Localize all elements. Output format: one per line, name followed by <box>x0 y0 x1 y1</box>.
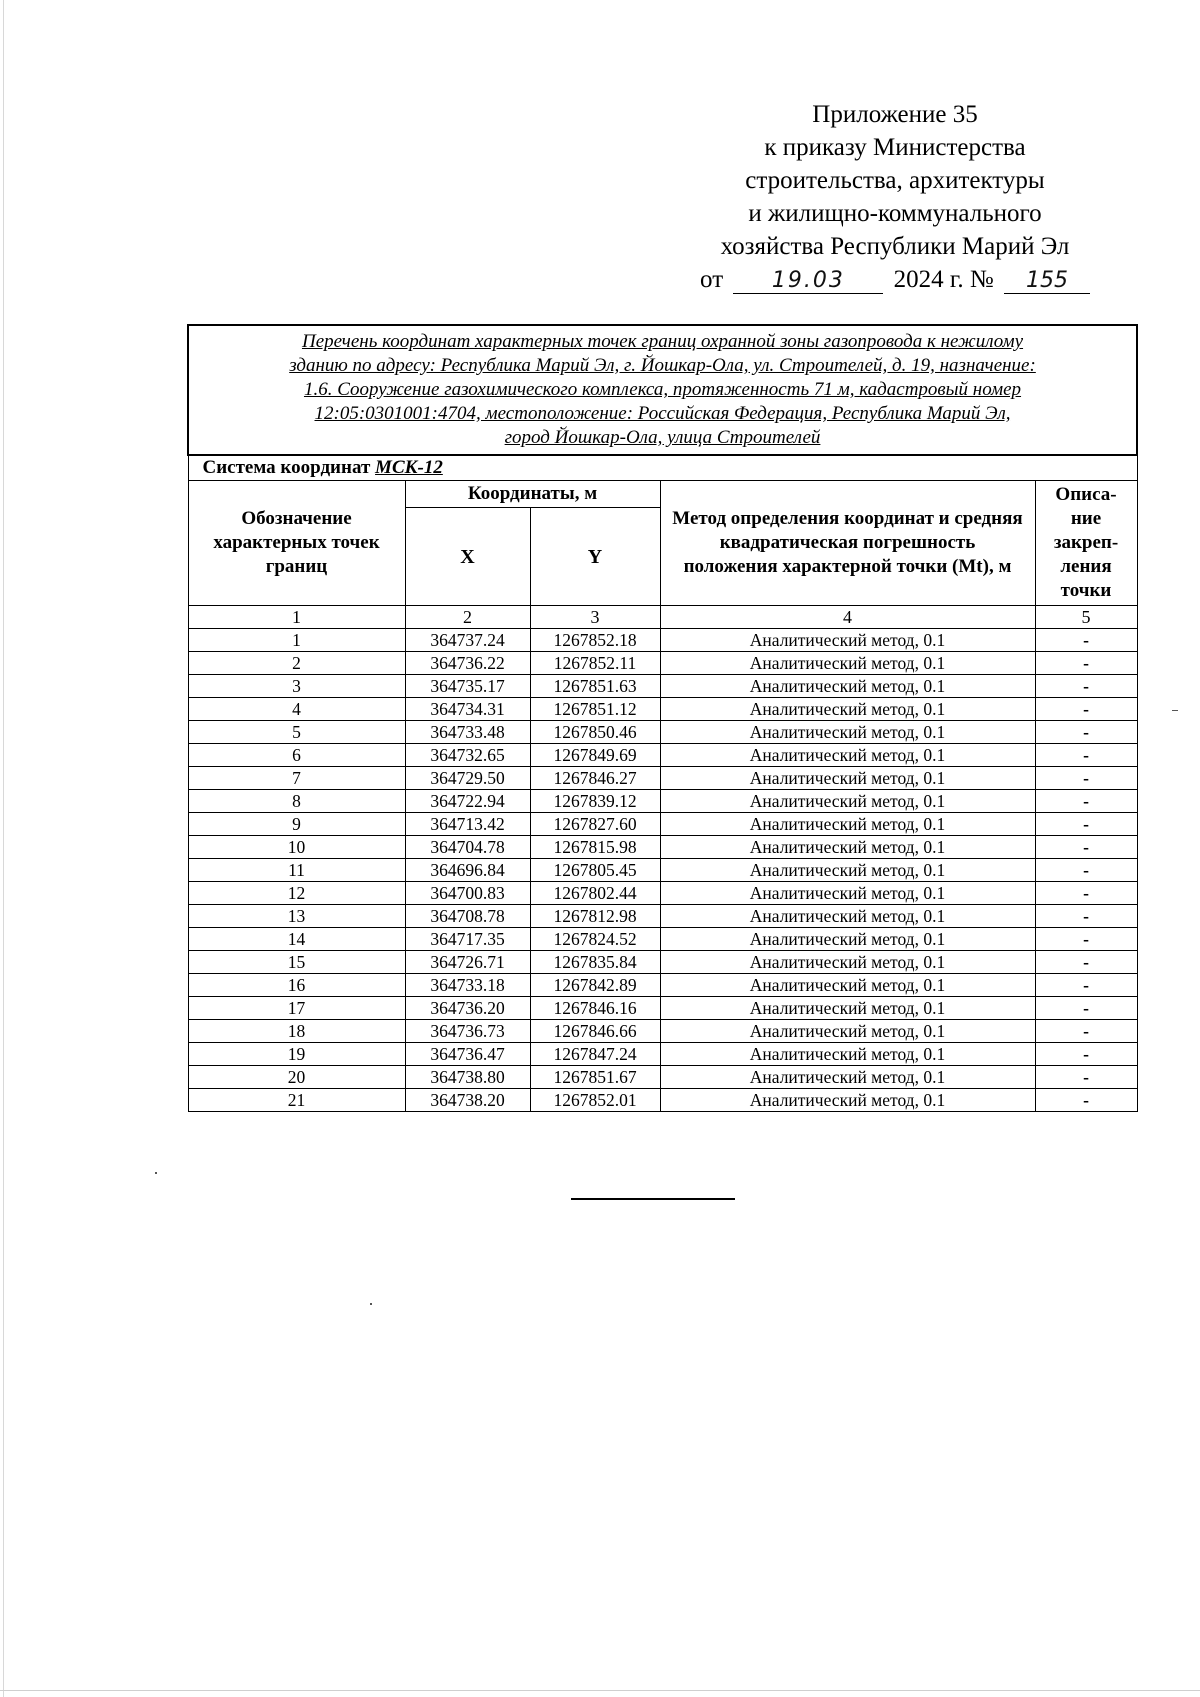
table-row <box>188 951 1137 974</box>
header-description <box>1035 481 1137 606</box>
coord-y: 1267835.84 <box>530 951 660 974</box>
coord-y: 1267839.12 <box>530 790 660 813</box>
caption-line: 12:05:0301001:4704, местоположение: Российская Федерация, Республика Марий Эл, <box>314 403 1011 424</box>
point-id: 14 <box>188 928 405 951</box>
method: Аналитический метод, 0.1 <box>660 698 1035 721</box>
header-x: X <box>405 508 530 606</box>
point-id: 5 <box>188 721 405 744</box>
caption-line: зданию по адресу: Республика Марий Эл, г. Йошкар-Ола, ул. Строителей, д. 19, назначение: <box>289 355 1036 376</box>
method: Аналитический метод, 0.1 <box>660 974 1035 997</box>
page-edge-left <box>3 0 4 1697</box>
coord-x: 364738.20 <box>405 1089 530 1112</box>
table-row <box>188 859 1137 882</box>
method: Аналитический метод, 0.1 <box>660 997 1035 1020</box>
coord-y: 1267851.63 <box>530 675 660 698</box>
method: Аналитический метод, 0.1 <box>660 652 1035 675</box>
point-id: 3 <box>188 675 405 698</box>
point-id: 20 <box>188 1066 405 1089</box>
coord-y: 1267851.67 <box>530 1066 660 1089</box>
table-row <box>188 675 1137 698</box>
table-row <box>188 1089 1137 1112</box>
fixation: - <box>1035 905 1137 928</box>
coord-x: 364734.31 <box>405 698 530 721</box>
appendix-line: и жилищно-коммунального <box>748 200 1042 227</box>
order-date-row <box>680 263 1110 296</box>
coord-x: 364736.47 <box>405 1043 530 1066</box>
column-number: 3 <box>530 606 660 629</box>
fixation: - <box>1035 767 1137 790</box>
coord-y: 1267846.16 <box>530 997 660 1020</box>
point-id: 12 <box>188 882 405 905</box>
coord-y: 1267850.46 <box>530 721 660 744</box>
point-id: 1 <box>188 629 405 652</box>
handwritten-date: 19.03 <box>733 269 883 294</box>
appendix-line: хозяйства Республики Марий Эл <box>720 233 1070 260</box>
header-y: Y <box>530 508 660 606</box>
method: Аналитический метод, 0.1 <box>660 859 1035 882</box>
point-id: 17 <box>188 997 405 1020</box>
method: Аналитический метод, 0.1 <box>660 1020 1035 1043</box>
scan-speck <box>155 1172 157 1174</box>
coord-x: 364736.73 <box>405 1020 530 1043</box>
table-row <box>188 836 1137 859</box>
table-row <box>188 1043 1137 1066</box>
method: Аналитический метод, 0.1 <box>660 951 1035 974</box>
coord-x: 364733.18 <box>405 974 530 997</box>
coord-x: 364732.65 <box>405 744 530 767</box>
fixation: - <box>1035 744 1137 767</box>
method: Аналитический метод, 0.1 <box>660 836 1035 859</box>
fixation: - <box>1035 721 1137 744</box>
end-of-document-rule <box>571 1198 735 1200</box>
coord-y: 1267847.24 <box>530 1043 660 1066</box>
point-id: 18 <box>188 1020 405 1043</box>
column-number: 2 <box>405 606 530 629</box>
coord-y: 1267851.12 <box>530 698 660 721</box>
coord-y: 1267805.45 <box>530 859 660 882</box>
coord-y: 1267852.01 <box>530 1089 660 1112</box>
appendix-line: Приложение 35 <box>812 101 978 128</box>
table-row <box>188 905 1137 928</box>
fixation: - <box>1035 1020 1137 1043</box>
fixation: - <box>1035 1043 1137 1066</box>
coord-x: 364713.42 <box>405 813 530 836</box>
coord-x: 364726.71 <box>405 951 530 974</box>
coord-x: 364704.78 <box>405 836 530 859</box>
point-id: 13 <box>188 905 405 928</box>
coord-x: 364735.17 <box>405 675 530 698</box>
caption-line: 1.6. Сооружение газохимического комплекса, протяженность 71 м, кадастровый номер <box>303 379 1022 400</box>
fixation: - <box>1035 928 1137 951</box>
fixation: - <box>1035 790 1137 813</box>
method: Аналитический метод, 0.1 <box>660 928 1035 951</box>
method: Аналитический метод, 0.1 <box>660 905 1035 928</box>
table-row <box>188 813 1137 836</box>
method: Аналитический метод, 0.1 <box>660 1043 1035 1066</box>
method: Аналитический метод, 0.1 <box>660 1089 1035 1112</box>
coord-y: 1267846.66 <box>530 1020 660 1043</box>
column-number-row <box>188 606 1137 629</box>
table-row <box>188 1020 1137 1043</box>
fixation: - <box>1035 951 1137 974</box>
header-description-line: ления <box>1060 556 1112 577</box>
coord-x: 364696.84 <box>405 859 530 882</box>
method: Аналитический метод, 0.1 <box>660 767 1035 790</box>
scan-speck <box>370 1303 372 1305</box>
method: Аналитический метод, 0.1 <box>660 675 1035 698</box>
point-id: 6 <box>188 744 405 767</box>
column-number: 1 <box>188 606 405 629</box>
point-id: 15 <box>188 951 405 974</box>
coord-x: 364736.22 <box>405 652 530 675</box>
method: Аналитический метод, 0.1 <box>660 721 1035 744</box>
caption-line: город Йошкар-Ола, улица Строителей <box>504 427 821 448</box>
coord-y: 1267815.98 <box>530 836 660 859</box>
header-method: Метод определения координат и средняя квадратическая погрешность положения характерной точки (Mt), м <box>660 481 1035 606</box>
fixation: - <box>1035 813 1137 836</box>
appendix-line: к приказу Министерства <box>764 134 1026 161</box>
method: Аналитический метод, 0.1 <box>660 882 1035 905</box>
page-edge-bottom <box>0 1690 1200 1691</box>
method: Аналитический метод, 0.1 <box>660 790 1035 813</box>
method: Аналитический метод, 0.1 <box>660 629 1035 652</box>
fixation: - <box>1035 997 1137 1020</box>
caption-line: Перечень координат характерных точек границ охранной зоны газопровода к нежилому <box>301 331 1024 352</box>
handwritten-order-number: 155 <box>1004 269 1090 294</box>
header-description-line: точки <box>1060 580 1112 601</box>
coord-y: 1267824.52 <box>530 928 660 951</box>
coord-x: 364722.94 <box>405 790 530 813</box>
fixation: - <box>1035 1066 1137 1089</box>
coord-y: 1267842.89 <box>530 974 660 997</box>
table-row <box>188 767 1137 790</box>
coord-y: 1267852.18 <box>530 629 660 652</box>
fixation: - <box>1035 1089 1137 1112</box>
coord-y: 1267802.44 <box>530 882 660 905</box>
fixation: - <box>1035 974 1137 997</box>
table-row <box>188 974 1137 997</box>
coord-x: 364733.48 <box>405 721 530 744</box>
coordinates-table <box>187 324 1138 1112</box>
header-description-line: Описа- <box>1055 484 1117 505</box>
fixation: - <box>1035 882 1137 905</box>
point-id: 21 <box>188 1089 405 1112</box>
table-row <box>188 997 1137 1020</box>
header-coordinates: Координаты, м <box>405 481 660 508</box>
coord-x: 364738.80 <box>405 1066 530 1089</box>
table-row <box>188 790 1137 813</box>
coord-x: 364717.35 <box>405 928 530 951</box>
fixation: - <box>1035 629 1137 652</box>
fixation: - <box>1035 859 1137 882</box>
table-row <box>188 882 1137 905</box>
table-caption <box>188 325 1137 455</box>
coord-x: 364736.20 <box>405 997 530 1020</box>
method: Аналитический метод, 0.1 <box>660 1066 1035 1089</box>
point-id: 10 <box>188 836 405 859</box>
scan-speck <box>1172 710 1178 711</box>
coord-y: 1267852.11 <box>530 652 660 675</box>
coordinate-system-label: Система координат <box>202 457 371 478</box>
coord-y: 1267827.60 <box>530 813 660 836</box>
table-row <box>188 744 1137 767</box>
table-row <box>188 698 1137 721</box>
fixation: - <box>1035 652 1137 675</box>
fixation: - <box>1035 698 1137 721</box>
method: Аналитический метод, 0.1 <box>660 813 1035 836</box>
point-id: 7 <box>188 767 405 790</box>
coordinate-system-value: МСК-12 <box>375 457 443 478</box>
appendix-header <box>680 98 1110 296</box>
coord-x: 364737.24 <box>405 629 530 652</box>
coord-x: 364729.50 <box>405 767 530 790</box>
column-number: 4 <box>660 606 1035 629</box>
fixation: - <box>1035 675 1137 698</box>
point-id: 4 <box>188 698 405 721</box>
header-description-line: ние <box>1070 508 1102 529</box>
date-prefix: от <box>700 266 724 293</box>
point-id: 9 <box>188 813 405 836</box>
point-id: 16 <box>188 974 405 997</box>
coord-x: 364700.83 <box>405 882 530 905</box>
year-and-number-label: 2024 г. № <box>893 266 994 293</box>
coord-y: 1267812.98 <box>530 905 660 928</box>
coordinate-system-row <box>188 455 1137 481</box>
point-id: 19 <box>188 1043 405 1066</box>
method: Аналитический метод, 0.1 <box>660 744 1035 767</box>
header-description-line: закреп- <box>1053 532 1119 553</box>
table-row <box>188 721 1137 744</box>
point-id: 8 <box>188 790 405 813</box>
coord-x: 364708.78 <box>405 905 530 928</box>
table-row <box>188 1066 1137 1089</box>
coord-y: 1267846.27 <box>530 767 660 790</box>
table-row <box>188 629 1137 652</box>
table-row <box>188 652 1137 675</box>
fixation: - <box>1035 836 1137 859</box>
appendix-line: строительства, архитектуры <box>745 167 1045 194</box>
column-number: 5 <box>1035 606 1137 629</box>
coord-y: 1267849.69 <box>530 744 660 767</box>
table-row <box>188 928 1137 951</box>
header-point: Обозначение характерных точек границ <box>188 481 405 606</box>
point-id: 2 <box>188 652 405 675</box>
point-id: 11 <box>188 859 405 882</box>
table-body <box>188 629 1137 1112</box>
